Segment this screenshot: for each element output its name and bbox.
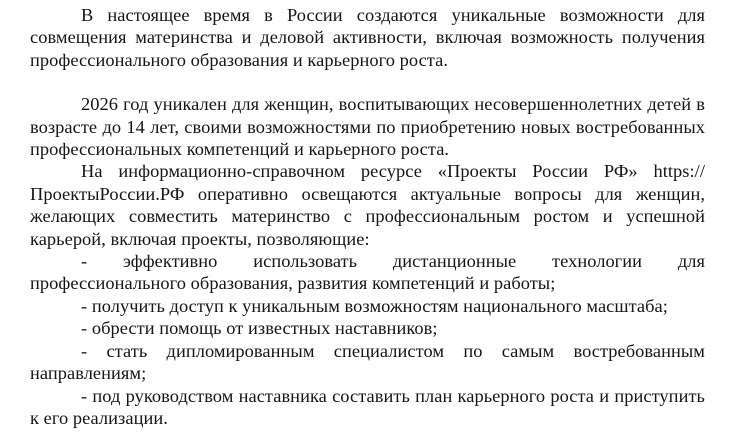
bullet-certified-specialist: - стать дипломированным специалистом по самым востребованным направлениям; (30, 340, 705, 384)
document-body (30, 4, 705, 429)
bullet-career-plan: - под руководством наставника составить план карьерного роста и приступить к его реализации. (30, 385, 705, 428)
paragraph-year-2026: 2026 год уникален для женщин, воспитывающих несовершеннолетних детей в возрасте до 14 лет, своими возможностями по приобретению новых востребованных профессиональных компетенций и карьерного роста. (30, 94, 705, 160)
paragraph-resource: На информационно-справочном ресурсе «Проекты России РФ» https://ПроектыРоссии.РФ оперативно освещаются актуальные вопросы для женщин, желающих совместить материнство с профессиональным ростом и успешной карьерой, включая проекты, позволяющие: (30, 161, 705, 249)
bullet-national-opportunities: - получить доступ к уникальным возможностям национального масштаба; (81, 295, 668, 316)
paragraph-opportunities: В настоящее время в России создаются уникальные возможности для совмещения материнства и деловой активности, включая возможность получения профессионального образования и карьерного роста. (30, 5, 705, 70)
bullet-mentors-help: - обрести помощь от известных наставников; (81, 318, 438, 339)
bullet-remote-technologies: - эффективно использовать дистанционные технологии для профессионального образования, развития компетенций и работы; (30, 251, 705, 294)
